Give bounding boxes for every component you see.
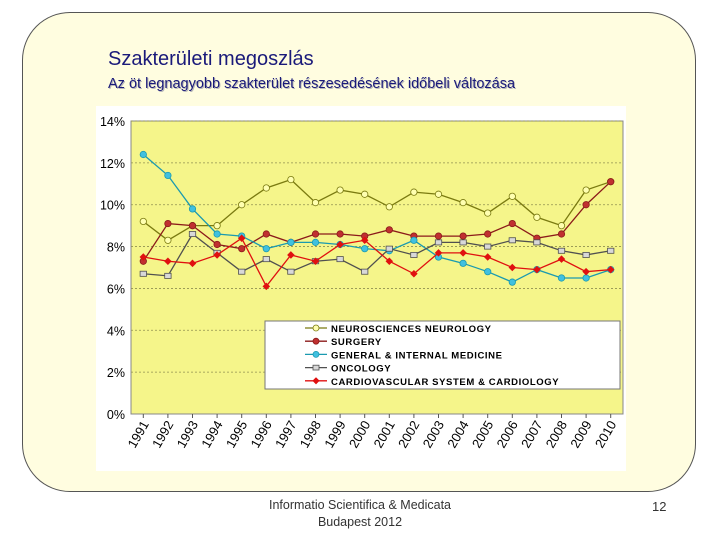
y-tick-label: 10% — [99, 198, 125, 213]
y-tick-label: 0% — [106, 408, 125, 422]
data-point — [165, 172, 171, 178]
legend-item — [305, 324, 492, 335]
x-tick-label: 2000 — [345, 418, 374, 451]
slide-title: Szakterületi megoszlás — [108, 48, 314, 70]
data-point — [189, 231, 195, 236]
data-point — [362, 269, 368, 274]
data-point — [140, 151, 146, 157]
data-point — [214, 231, 220, 237]
data-point — [386, 204, 392, 210]
data-point — [460, 240, 466, 245]
x-tick-label: 1992 — [149, 418, 177, 451]
x-tick-label: 1998 — [296, 418, 325, 451]
y-tick-label: 4% — [106, 324, 125, 339]
data-point — [460, 199, 466, 205]
footer-organization: Informatio Scientifica & Medicata — [268, 498, 452, 512]
data-point — [435, 233, 441, 239]
data-point — [386, 227, 392, 233]
legend — [265, 321, 620, 389]
data-point — [165, 220, 171, 226]
data-point — [460, 233, 466, 239]
y-tick-label: 12% — [99, 156, 125, 171]
data-point — [337, 257, 343, 262]
data-point — [485, 210, 491, 216]
x-tick-label: 1999 — [321, 418, 349, 451]
data-point — [337, 231, 343, 237]
data-point — [509, 193, 515, 199]
footer — [240, 497, 480, 531]
data-point — [288, 176, 294, 182]
slide-subtitle: Az öt legnagyobb szakterület részesedésének időbeli változása — [108, 76, 516, 92]
x-tick-label: 2002 — [395, 418, 423, 451]
x-tick-label: 1996 — [247, 418, 275, 451]
data-point — [312, 231, 318, 237]
x-tick-label: 2003 — [419, 418, 448, 451]
legend-item — [305, 350, 503, 361]
x-tick-label: 2001 — [370, 418, 398, 451]
data-point — [214, 222, 220, 228]
data-point — [534, 214, 540, 220]
data-point — [485, 268, 491, 274]
data-point — [558, 275, 564, 281]
data-point — [509, 279, 515, 285]
data-point — [583, 275, 589, 281]
data-point — [509, 238, 515, 243]
data-point — [583, 202, 589, 208]
data-point — [362, 245, 368, 251]
footer-location-year: Budapest 2012 — [317, 515, 403, 529]
data-point — [263, 257, 269, 262]
data-point — [214, 241, 220, 247]
x-tick-label: 1991 — [124, 418, 152, 451]
data-point — [362, 191, 368, 197]
x-tick-label: 2004 — [444, 418, 472, 451]
y-tick-label: 14% — [99, 115, 125, 129]
data-point — [239, 269, 245, 274]
x-tick-label: 2009 — [567, 418, 595, 451]
data-point — [288, 239, 294, 245]
data-point — [312, 199, 318, 205]
data-point — [435, 191, 441, 197]
data-point — [558, 222, 564, 228]
data-point — [558, 231, 564, 237]
data-point — [435, 240, 441, 245]
data-point — [608, 248, 614, 253]
data-point — [411, 237, 417, 243]
data-point — [534, 240, 540, 245]
legend-label: CARDIOVASCULAR SYSTEM & CARDIOLOGY — [331, 376, 560, 388]
data-point — [509, 220, 515, 226]
data-point — [485, 244, 491, 249]
data-point — [608, 178, 614, 184]
data-point — [140, 271, 146, 276]
x-tick-label: 2005 — [468, 418, 497, 451]
x-tick-label: 2010 — [591, 418, 620, 451]
data-point — [189, 222, 195, 228]
x-tick-label: 2006 — [493, 418, 521, 451]
data-point — [263, 231, 269, 237]
x-tick-label: 1995 — [222, 418, 251, 451]
data-point — [263, 185, 269, 191]
legend-item — [305, 377, 559, 388]
data-point — [140, 218, 146, 224]
data-point — [165, 273, 171, 278]
legend-label: SURGERY — [331, 337, 382, 349]
legend-label: NEUROSCIENCES NEUROLOGY — [331, 324, 492, 335]
data-point — [239, 202, 245, 208]
data-point — [337, 187, 343, 193]
legend-label: ONCOLOGY — [331, 363, 392, 375]
data-point — [583, 252, 589, 257]
data-point — [313, 325, 319, 331]
data-point — [189, 206, 195, 212]
data-point — [411, 189, 417, 195]
x-tick-label: 1993 — [173, 418, 202, 451]
x-tick-label: 2008 — [542, 418, 571, 451]
legend-label: GENERAL & INTERNAL MEDICINE — [331, 350, 503, 362]
x-tick-label: 1997 — [272, 418, 300, 451]
data-point — [411, 252, 417, 257]
x-tick-label: 1994 — [198, 418, 226, 451]
data-point — [313, 351, 319, 357]
data-point — [583, 187, 589, 193]
data-point — [313, 338, 319, 344]
data-point — [165, 237, 171, 243]
data-point — [288, 269, 294, 274]
data-point — [558, 248, 564, 253]
data-point — [485, 231, 491, 237]
x-tick-label: 2007 — [518, 418, 546, 451]
y-tick-label: 8% — [106, 240, 125, 255]
data-point — [313, 365, 319, 370]
data-point — [386, 246, 392, 251]
data-point — [460, 260, 466, 266]
y-tick-label: 2% — [106, 366, 125, 381]
page-number: 12 — [652, 499, 667, 514]
y-tick-label: 6% — [106, 282, 125, 297]
data-point — [312, 239, 318, 245]
data-point — [239, 245, 245, 251]
data-point — [263, 245, 269, 251]
